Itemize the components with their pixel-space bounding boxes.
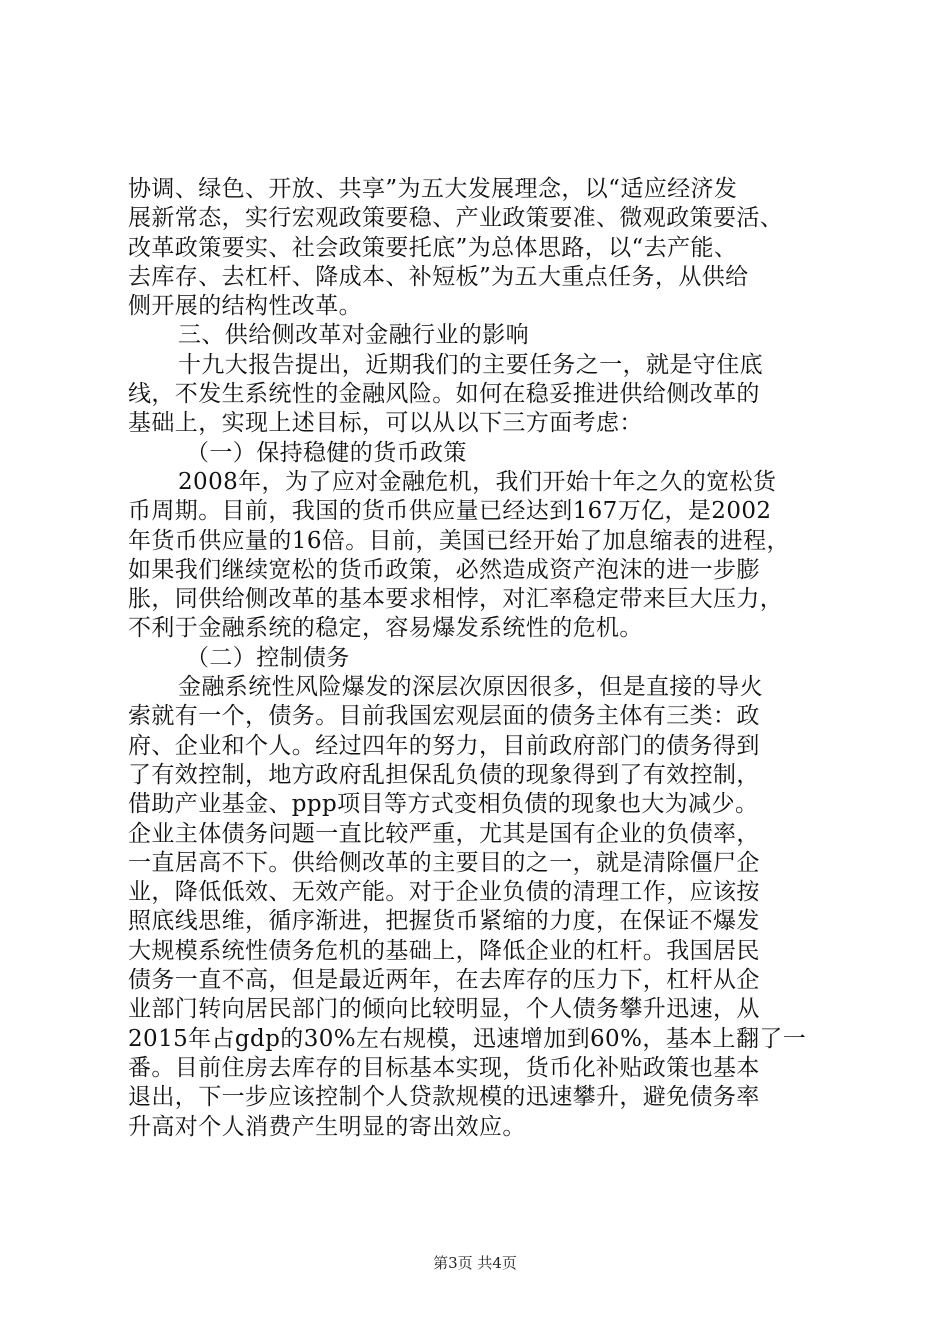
text-line: 府、企业和个人。经过四年的努力，目前政府部门的债务得到 xyxy=(128,732,760,759)
text-line: 基础上，实现上述目标，可以从以下三方面考虑： xyxy=(128,410,643,437)
text-line: 照底线思维，循序渐进，把握货币紧缩的力度，在保证不爆发 xyxy=(128,908,760,935)
text-line: 去库存、去杠杆、降成本、补短板”为五大重点任务，从供给 xyxy=(128,263,749,290)
text-line: 币周期。目前，我国的货币供应量已经达到167万亿，是2002 xyxy=(128,498,772,525)
text-line: 不利于金融系统的稳定，容易爆发系统性的危机。 xyxy=(128,615,643,642)
text-line: 如果我们继续宽松的货币政策，必然造成资产泡沫的进一步膨 xyxy=(128,556,760,583)
page-footer: 第3页 共4页 xyxy=(433,1254,517,1272)
text-line: 企业主体债务问题一直比较严重，尤其是国有企业的负债率， xyxy=(128,820,760,847)
text-line: 番。目前住房去库存的目标基本实现，货币化补贴政策也基本 xyxy=(128,1054,760,1081)
body-text xyxy=(128,175,836,1142)
text-line: 改革政策要实、社会政策要托底”为总体思路，以“去产能、 xyxy=(128,234,738,261)
text-line: 金融系统性风险爆发的深层次原因很多，但是直接的导火 xyxy=(178,674,763,701)
text-line: 年货币供应量的16倍。目前，美国已经开始了加息缩表的进程， xyxy=(128,527,790,554)
text-line: （二）控制债务 xyxy=(186,644,350,671)
text-line: 一直居高不下。供给侧改革的主要目的之一，就是清除僵尸企 xyxy=(128,849,760,876)
text-line: 业，降低低效、无效产能。对于企业负债的清理工作，应该按 xyxy=(128,879,760,906)
text-line: 十九大报告提出，近期我们的主要任务之一，就是守住底 xyxy=(178,351,763,378)
text-line: 升高对个人消费产生明显的寄出效应。 xyxy=(128,1113,526,1140)
text-line: 借助产业基金、ppp项目等方式变相负债的现象也大为减少。 xyxy=(128,791,759,818)
text-line: 2008年，为了应对金融危机，我们开始十年之久的宽松货 xyxy=(178,468,777,495)
text-line: 三、供给侧改革对金融行业的影响 xyxy=(178,322,529,349)
text-line: 索就有一个，债务。目前我国宏观层面的债务主体有三类：政 xyxy=(128,703,760,730)
text-line: 了有效控制，地方政府乱担保乱负债的现象得到了有效控制， xyxy=(128,761,760,788)
text-line: 胀，同供给侧改革的基本要求相悖，对汇率稳定带来巨大压力， xyxy=(128,586,784,613)
text-line: 退出，下一步应该控制个人贷款规模的迅速攀升，避免债务率 xyxy=(128,1084,760,1111)
text-line: 侧开展的结构性改革。 xyxy=(128,293,362,320)
text-line: 线，不发生系统性的金融风险。如何在稳妥推进供给侧改革的 xyxy=(128,381,760,408)
text-line: 协调、绿色、开放、共享”为五大发展理念，以“适应经济发 xyxy=(128,176,738,202)
text-line: 展新常态，实行宏观政策要稳、产业政策要准、微观政策要活、 xyxy=(128,205,784,232)
text-line: 债务一直不高，但是最近两年，在去库存的压力下，杠杆从企 xyxy=(128,967,760,994)
text-line: 业部门转向居民部门的倾向比较明显，个人债务攀升迅速，从 xyxy=(128,996,760,1023)
text-line: 大规模系统性债务危机的基础上，降低企业的杠杆。我国居民 xyxy=(128,937,760,964)
text-line: （一）保持稳健的货币政策 xyxy=(186,439,467,466)
text-line: 2015年占gdp的30%左右规模，迅速增加到60%，基本上翻了一 xyxy=(128,1025,807,1052)
